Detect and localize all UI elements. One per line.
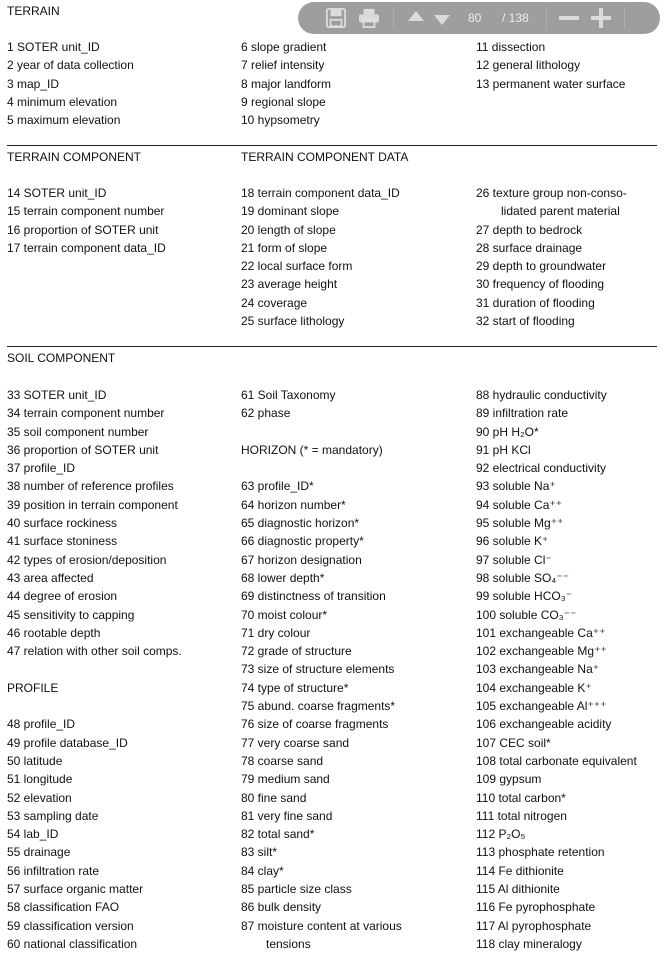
list-item: 46 rootable depth (7, 625, 101, 640)
blank-line (7, 697, 182, 715)
list-item: 79 medium sand (241, 772, 330, 787)
list-item: 104 exchangeable K⁺ (476, 680, 592, 695)
list-item: 12 general lithology (476, 58, 581, 73)
list-item: 22 local surface form (241, 259, 353, 274)
list-item: 117 Al pyrophosphate (476, 918, 592, 933)
list-item: 4 minimum elevation (7, 94, 118, 109)
list-item: 99 soluble HCO₃⁻ (476, 589, 572, 604)
list-item: 6 slope gradient (241, 40, 327, 54)
list-item: 73 size of structure elements (241, 662, 395, 677)
list-item: 70 moist colour* (241, 607, 328, 622)
list-item: 41 surface stoniness (7, 534, 118, 549)
list-item: 106 exchangeable acidity (476, 717, 612, 732)
list-item: 100 soluble CO₃⁻⁻ (476, 607, 577, 622)
soil-component-col2 (241, 386, 402, 953)
list-item: 19 dominant slope (241, 204, 340, 219)
list-item: 85 particle size class (241, 882, 352, 897)
list-item: 58 classification FAO (7, 900, 120, 915)
list-item: 24 coverage (241, 295, 308, 310)
list-item: 40 surface rockiness (7, 516, 118, 531)
list-item: 72 grade of structure (241, 644, 352, 659)
pdf-toolbar (298, 2, 660, 34)
list-item: 80 fine sand (241, 790, 307, 805)
list-item: 36 proportion of SOTER unit (7, 442, 159, 457)
list-item: 68 lower depth* (241, 570, 325, 585)
list-item: lidated parent material (501, 204, 620, 219)
list-item: 66 diagnostic property* (241, 534, 364, 549)
list-item: PROFILE (7, 680, 59, 695)
list-item: 97 soluble Cl⁻ (476, 552, 552, 567)
list-item: 102 exchangeable Mg⁺⁺ (476, 644, 607, 659)
list-item: 60 national classification (7, 936, 138, 951)
list-item: 14 SOTER unit_ID (7, 186, 107, 200)
list-item: 42 types of erosion/deposition (7, 552, 167, 567)
list-item: 78 coarse sand (241, 753, 324, 768)
list-item: 31 duration of flooding (476, 295, 595, 310)
list-item: 26 texture group non-conso- (476, 186, 627, 200)
list-item: 49 profile database_ID (7, 735, 128, 750)
list-item: 81 very fine sand (241, 808, 333, 823)
blank-line (7, 660, 182, 678)
blank-line (241, 423, 402, 441)
list-item: 29 depth to groundwater (476, 259, 607, 274)
list-item: 112 P₂O₅ (476, 827, 526, 842)
soil-component-col3 (476, 386, 637, 953)
list-item: 13 permanent water surface (476, 76, 626, 91)
list-item: 76 size of coarse fragments (241, 717, 389, 732)
section-title-soil-component: SOIL COMPONENT (7, 351, 116, 365)
list-item: 113 phosphate retention (476, 845, 605, 860)
list-item: 111 total nitrogen (476, 808, 567, 823)
separator (546, 7, 547, 29)
list-item: 39 position in terrain component (7, 497, 178, 512)
list-item: 57 surface organic matter (7, 882, 144, 897)
list-item: 1 SOTER unit_ID (7, 40, 100, 54)
list-item: 45 sensitivity to capping (7, 607, 135, 622)
prev-page-icon[interactable] (406, 8, 426, 28)
list-item: 59 classification version (7, 918, 134, 933)
list-item: 10 hypsometry (241, 113, 320, 128)
list-item: 96 soluble K⁺ (476, 534, 549, 549)
list-item: 15 terrain component number (7, 204, 165, 219)
section-title-terrain-component-data: TERRAIN COMPONENT DATA (241, 150, 409, 164)
terrain-col2 (241, 38, 331, 129)
list-item: 51 longitude (7, 772, 73, 787)
list-item: 27 depth to bedrock (476, 222, 583, 237)
list-item: 109 gypsum (476, 772, 542, 787)
list-item: 35 soil component number (7, 424, 149, 439)
list-item: 89 infiltration rate (476, 406, 569, 421)
list-item: 77 very coarse sand (241, 735, 350, 750)
list-item: 101 exchangeable Ca⁺⁺ (476, 625, 606, 640)
soil-component-col1 (7, 386, 182, 953)
zoom-out-icon[interactable] (558, 8, 580, 28)
terrain-col1 (7, 38, 134, 129)
list-item: 92 electrical conductivity (476, 461, 607, 476)
blank-line (241, 459, 402, 477)
separator (393, 7, 394, 29)
list-item: 95 soluble Mg⁺⁺ (476, 516, 564, 531)
list-item: 56 infiltration rate (7, 863, 100, 878)
list-item: 69 distinctness of transition (241, 589, 386, 604)
divider (7, 145, 657, 146)
list-item: 21 form of slope (241, 240, 328, 255)
list-item: 75 abund. coarse fragments* (241, 699, 396, 714)
list-item: 3 map_ID (7, 76, 60, 91)
list-item: 94 soluble Ca⁺⁺ (476, 497, 563, 512)
list-item: 50 latitude (7, 753, 63, 768)
list-item: 84 clay* (241, 863, 284, 878)
list-item: 47 relation with other soil comps. (7, 644, 182, 659)
list-item: 87 moisture content at various (241, 918, 402, 933)
section-title-terrain: TERRAIN (7, 4, 60, 18)
list-item: 107 CEC soil* (476, 735, 551, 750)
list-item: 98 soluble SO₄⁻⁻ (476, 570, 569, 585)
list-item: 17 terrain component data_ID (7, 240, 166, 255)
list-item: 115 Al dithionite (476, 882, 560, 897)
list-item: 82 total sand* (241, 827, 315, 842)
list-item: 65 diagnostic horizon* (241, 516, 360, 531)
list-item: 2 year of data collection (7, 58, 134, 73)
list-item: 86 bulk density (241, 900, 322, 915)
list-item: 63 profile_ID* (241, 479, 314, 494)
list-item: 25 surface lithology (241, 314, 345, 329)
list-item: HORIZON (* = mandatory) (241, 442, 383, 457)
list-item: 23 average height (241, 277, 338, 292)
separator (624, 7, 625, 29)
zoom-in-icon[interactable] (590, 8, 612, 28)
list-item: 61 Soil Taxonomy (241, 388, 336, 402)
terrain-component-col2 (241, 184, 400, 330)
list-item: 16 proportion of SOTER unit (7, 222, 159, 237)
list-item: 103 exchangeable Na⁺ (476, 662, 600, 677)
list-item: 55 drainage (7, 845, 71, 860)
list-item: 28 surface drainage (476, 240, 583, 255)
list-item: 53 sampling date (7, 808, 99, 823)
list-item: 5 maximum elevation (7, 113, 121, 128)
list-item: 91 pH KCl (476, 442, 531, 457)
list-item: 11 dissection (476, 40, 546, 54)
save-icon[interactable] (326, 8, 346, 28)
list-item: 38 number of reference profiles (7, 479, 174, 494)
list-item: 71 dry colour (241, 625, 311, 640)
list-item: 34 terrain component number (7, 406, 165, 421)
list-item: 54 lab_ID (7, 827, 59, 842)
list-item: 114 Fe dithionite (476, 863, 564, 878)
terrain-col3 (476, 38, 625, 93)
list-item: 83 silt* (241, 845, 278, 860)
list-item: 64 horizon number* (241, 497, 346, 512)
list-item: 44 degree of erosion (7, 589, 118, 604)
list-item: 18 terrain component data_ID (241, 186, 400, 200)
terrain-component-col1 (7, 184, 166, 257)
list-item: 90 pH H₂O* (476, 424, 539, 439)
list-item: 108 total carbonate equivalent (476, 753, 637, 768)
list-item: 7 relief intensity (241, 58, 325, 73)
list-item: 62 phase (241, 406, 291, 421)
list-item: 20 length of slope (241, 222, 336, 237)
list-item: 105 exchangeable Al⁺⁺⁺ (476, 699, 607, 714)
list-item: 43 area affected (7, 570, 94, 585)
next-page-icon[interactable] (432, 8, 452, 28)
page-number-input[interactable]: 80 (468, 11, 482, 25)
list-item: 8 major landform (241, 76, 332, 91)
list-item: 116 Fe pyrophosphate (476, 900, 596, 915)
list-item: 33 SOTER unit_ID (7, 388, 107, 402)
list-item: 30 frequency of flooding (476, 277, 605, 292)
list-item: 118 clay mineralogy (476, 936, 582, 951)
list-item: 74 type of structure* (241, 680, 349, 695)
list-item: 32 start of flooding (476, 314, 575, 329)
print-icon[interactable] (358, 8, 380, 28)
divider (7, 346, 657, 347)
list-item: 88 hydraulic conductivity (476, 388, 607, 402)
list-item: tensions (266, 936, 311, 951)
section-title-terrain-component: TERRAIN COMPONENT (7, 150, 142, 164)
terrain-component-col3 (476, 184, 627, 330)
list-item: 9 regional slope (241, 94, 326, 109)
list-item: 93 soluble Na⁺ (476, 479, 556, 494)
list-item: 110 total carbon* (476, 790, 566, 805)
list-item: 37 profile_ID (7, 461, 76, 476)
list-item: 67 horizon designation (241, 552, 362, 567)
page-total: / 138 (502, 11, 529, 25)
list-item: 48 profile_ID (7, 717, 76, 732)
list-item: 52 elevation (7, 790, 72, 805)
